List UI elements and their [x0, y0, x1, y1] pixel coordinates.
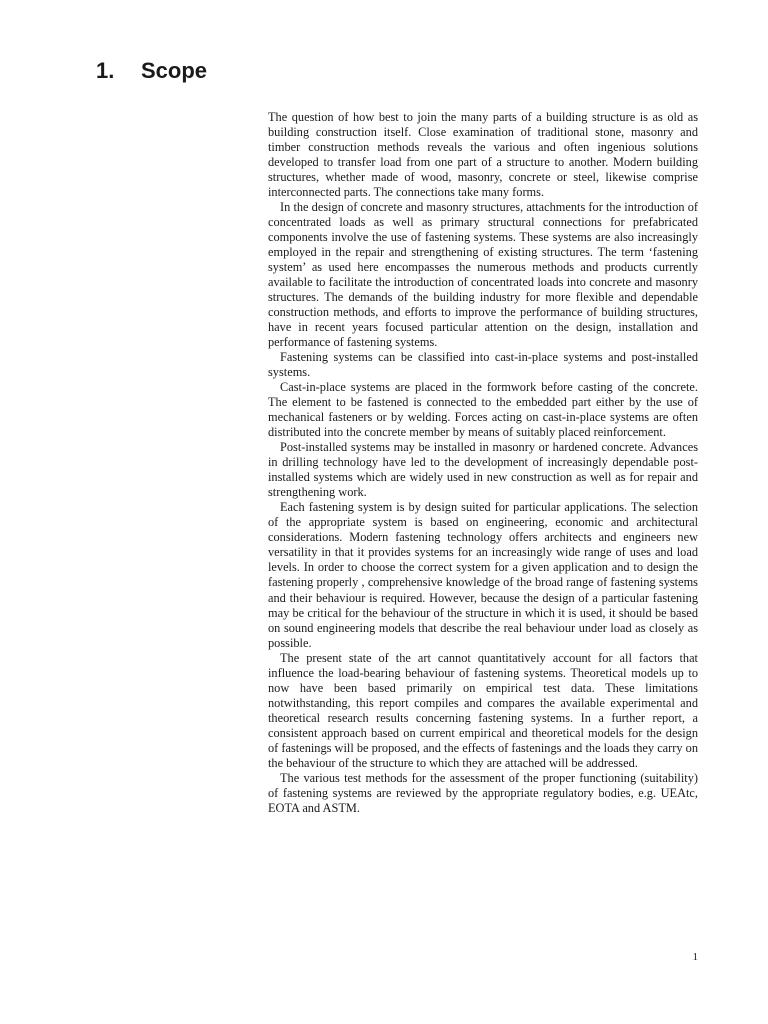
paragraph-4: Cast-in-place systems are placed in the formwork before casting of the concrete. The element to be fastened is connected to the embedded part either by the use of mechanical fasteners or by welding. Forces acting on cast-in-place systems are often distributed into the concrete member by means of suitably placed reinforcement.	[268, 380, 698, 440]
paragraph-2: In the design of concrete and masonry structures, attachments for the introduction of concentrated loads as well as primary structural connections for prefabricated components involve the use of fastening systems. These systems are also increasingly employed in the repair and strengthening of existing structures. The term ‘fastening system’ as used here encompasses the numerous methods and products currently available to facilitate the introduction of concentrated loads into concrete and masonry structures. The demands of the building industry for more flexible and dependable construction methods, and efforts to improve the performance of building structures, have in recent years focused particular attention on the design, installation and performance of fastening systems.	[268, 200, 698, 350]
paragraph-5: Post-installed systems may be installed in masonry or hardened concrete. Advances in drilling technology have led to the development of increasingly dependable post-installed systems which are widely used in new construction as well as for repair and strengthening work.	[268, 440, 698, 500]
chapter-title: Scope	[141, 58, 208, 83]
paragraph-1: The question of how best to join the many parts of a building structure is as old as building construction itself. Close examination of traditional stone, masonry and timber construction methods reveals the various and often ingenious solutions developed to transfer load from one part of a structure to another. Modern building structures, whether made of wood, masonry, concrete or steel, likewise comprise interconnected parts. The connections take many forms.	[268, 110, 698, 200]
paragraph-7: The present state of the art cannot quantitatively account for all factors that influence the load-bearing behaviour of fastening systems. Theoretical models up to now have been based primarily on empirical test data. These limitations notwithstanding, this report compiles and compares the available experimental and theoretical research results concerning fastening systems. In a further report, a consistent approach based on current empirical and theoretical models for the design of fastenings will be proposed, and the effects of fastenings and the loads they carry on the behaviour of the structure to which they are attached will be addressed.	[268, 650, 698, 770]
chapter-number: 1.	[96, 58, 115, 83]
paragraph-3: Fastening systems can be classified into cast-in-place systems and post-installed systems.	[268, 350, 698, 380]
page-number: 1	[692, 951, 698, 963]
paragraph-6: Each fastening system is by design suited for particular applications. The selection of the appropriate system is based on engineering, economic and architectural considerations. Modern fastening technology offers architects and engineers new versatility in that it provides systems for an increasingly wide range of uses and load levels. In order to choose the correct system for a given application and to design the fastening properly , comprehensive knowledge of the broad range of fastening systems and their behaviour is required. However, because the design of a particular fastening may be critical for the behaviour of the structure in which it is used, it should be based on sound engineering models that describe the real behaviour under load as closely as possible.	[268, 500, 698, 650]
chapter-heading	[96, 57, 207, 85]
body-text	[268, 110, 698, 816]
paragraph-8: The various test methods for the assessment of the proper functioning (suitability) of fastening systems are reviewed by the appropriate regulatory bodies, e.g. UEAtc, EOTA and ASTM.	[268, 770, 698, 815]
